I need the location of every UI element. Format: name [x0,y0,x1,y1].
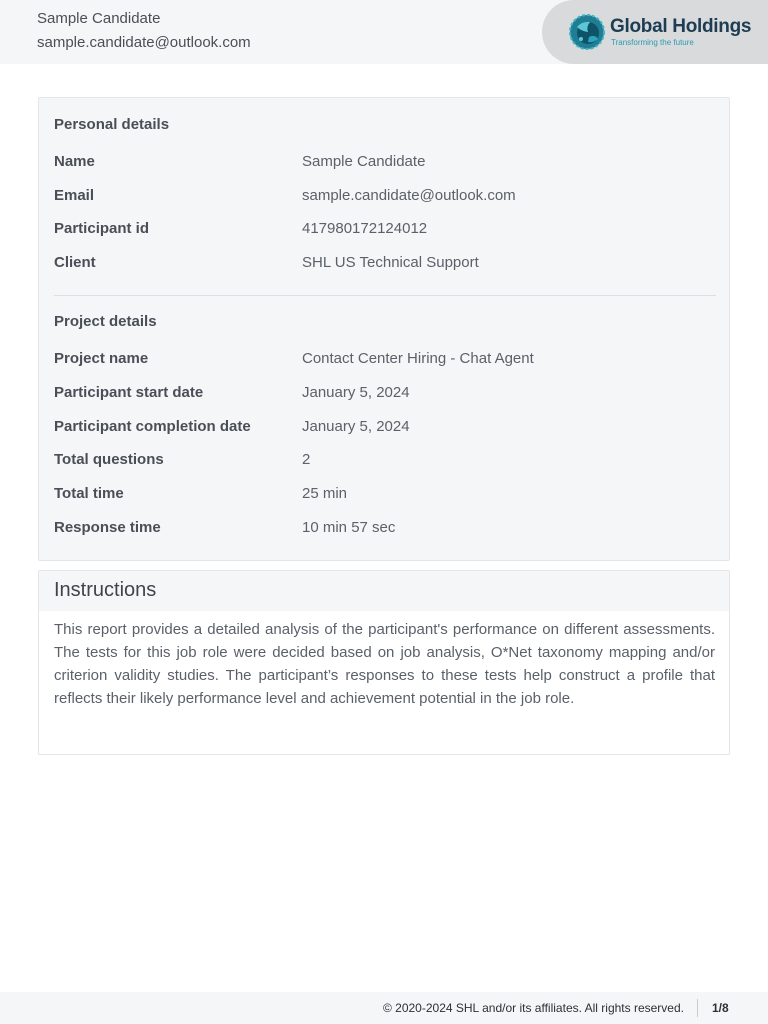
project-name-label: Project name [54,350,149,367]
personal-details-heading: Personal details [54,116,170,133]
client-value: SHL US Technical Support [302,254,479,271]
participant-id-value: 417980172124012 [302,220,428,237]
company-logo [542,0,768,64]
total-questions-label: Total questions [54,451,164,468]
instructions-header [39,571,729,611]
completion-date-value: January 5, 2024 [302,418,410,435]
footer-separator [697,999,698,1017]
name-value: Sample Candidate [302,153,426,170]
response-time-value: 10 min 57 sec [302,519,396,536]
globe-logo-icon [568,13,606,51]
instructions-title: Instructions [54,579,157,601]
email-value: sample.candidate@outlook.com [302,187,516,204]
logo-tagline: Transforming the future [611,38,694,47]
completion-date-label: Participant completion date [54,418,251,435]
instructions-text: This report provides a detailed analysis of the participant's performance on different assessments. The tests for this job role were decided based on job analysis, O*Net taxonomy mapping and/or criterion validity studies. The participant’s responses to these tests help construct a profile that reflects their likely performance level and achievement potential in the job role. [54,621,715,707]
copyright-notice: © 2020-2024 SHL and/or its affiliates. All rights reserved. [382,1001,684,1015]
email-label: Email [54,187,95,204]
page-footer [0,992,768,1024]
total-time-value: 25 min [302,485,348,502]
candidate-email: sample.candidate@outlook.com [37,34,251,51]
client-label: Client [54,254,96,271]
name-label: Name [54,153,95,170]
project-name-value: Contact Center Hiring - Chat Agent [302,350,534,367]
section-divider [54,295,716,296]
candidate-name: Sample Candidate [37,10,161,27]
response-time-label: Response time [54,519,161,536]
logo-title: Global Holdings [610,16,752,37]
start-date-label: Participant start date [54,384,204,401]
project-details-heading: Project details [54,313,157,330]
details-card [38,97,730,561]
total-questions-value: 2 [302,451,311,468]
start-date-value: January 5, 2024 [302,384,410,401]
instructions-card [38,570,730,755]
total-time-label: Total time [54,485,124,502]
report-header [0,0,768,64]
participant-id-label: Participant id [54,220,150,237]
page-number: 1/8 [712,1001,729,1015]
